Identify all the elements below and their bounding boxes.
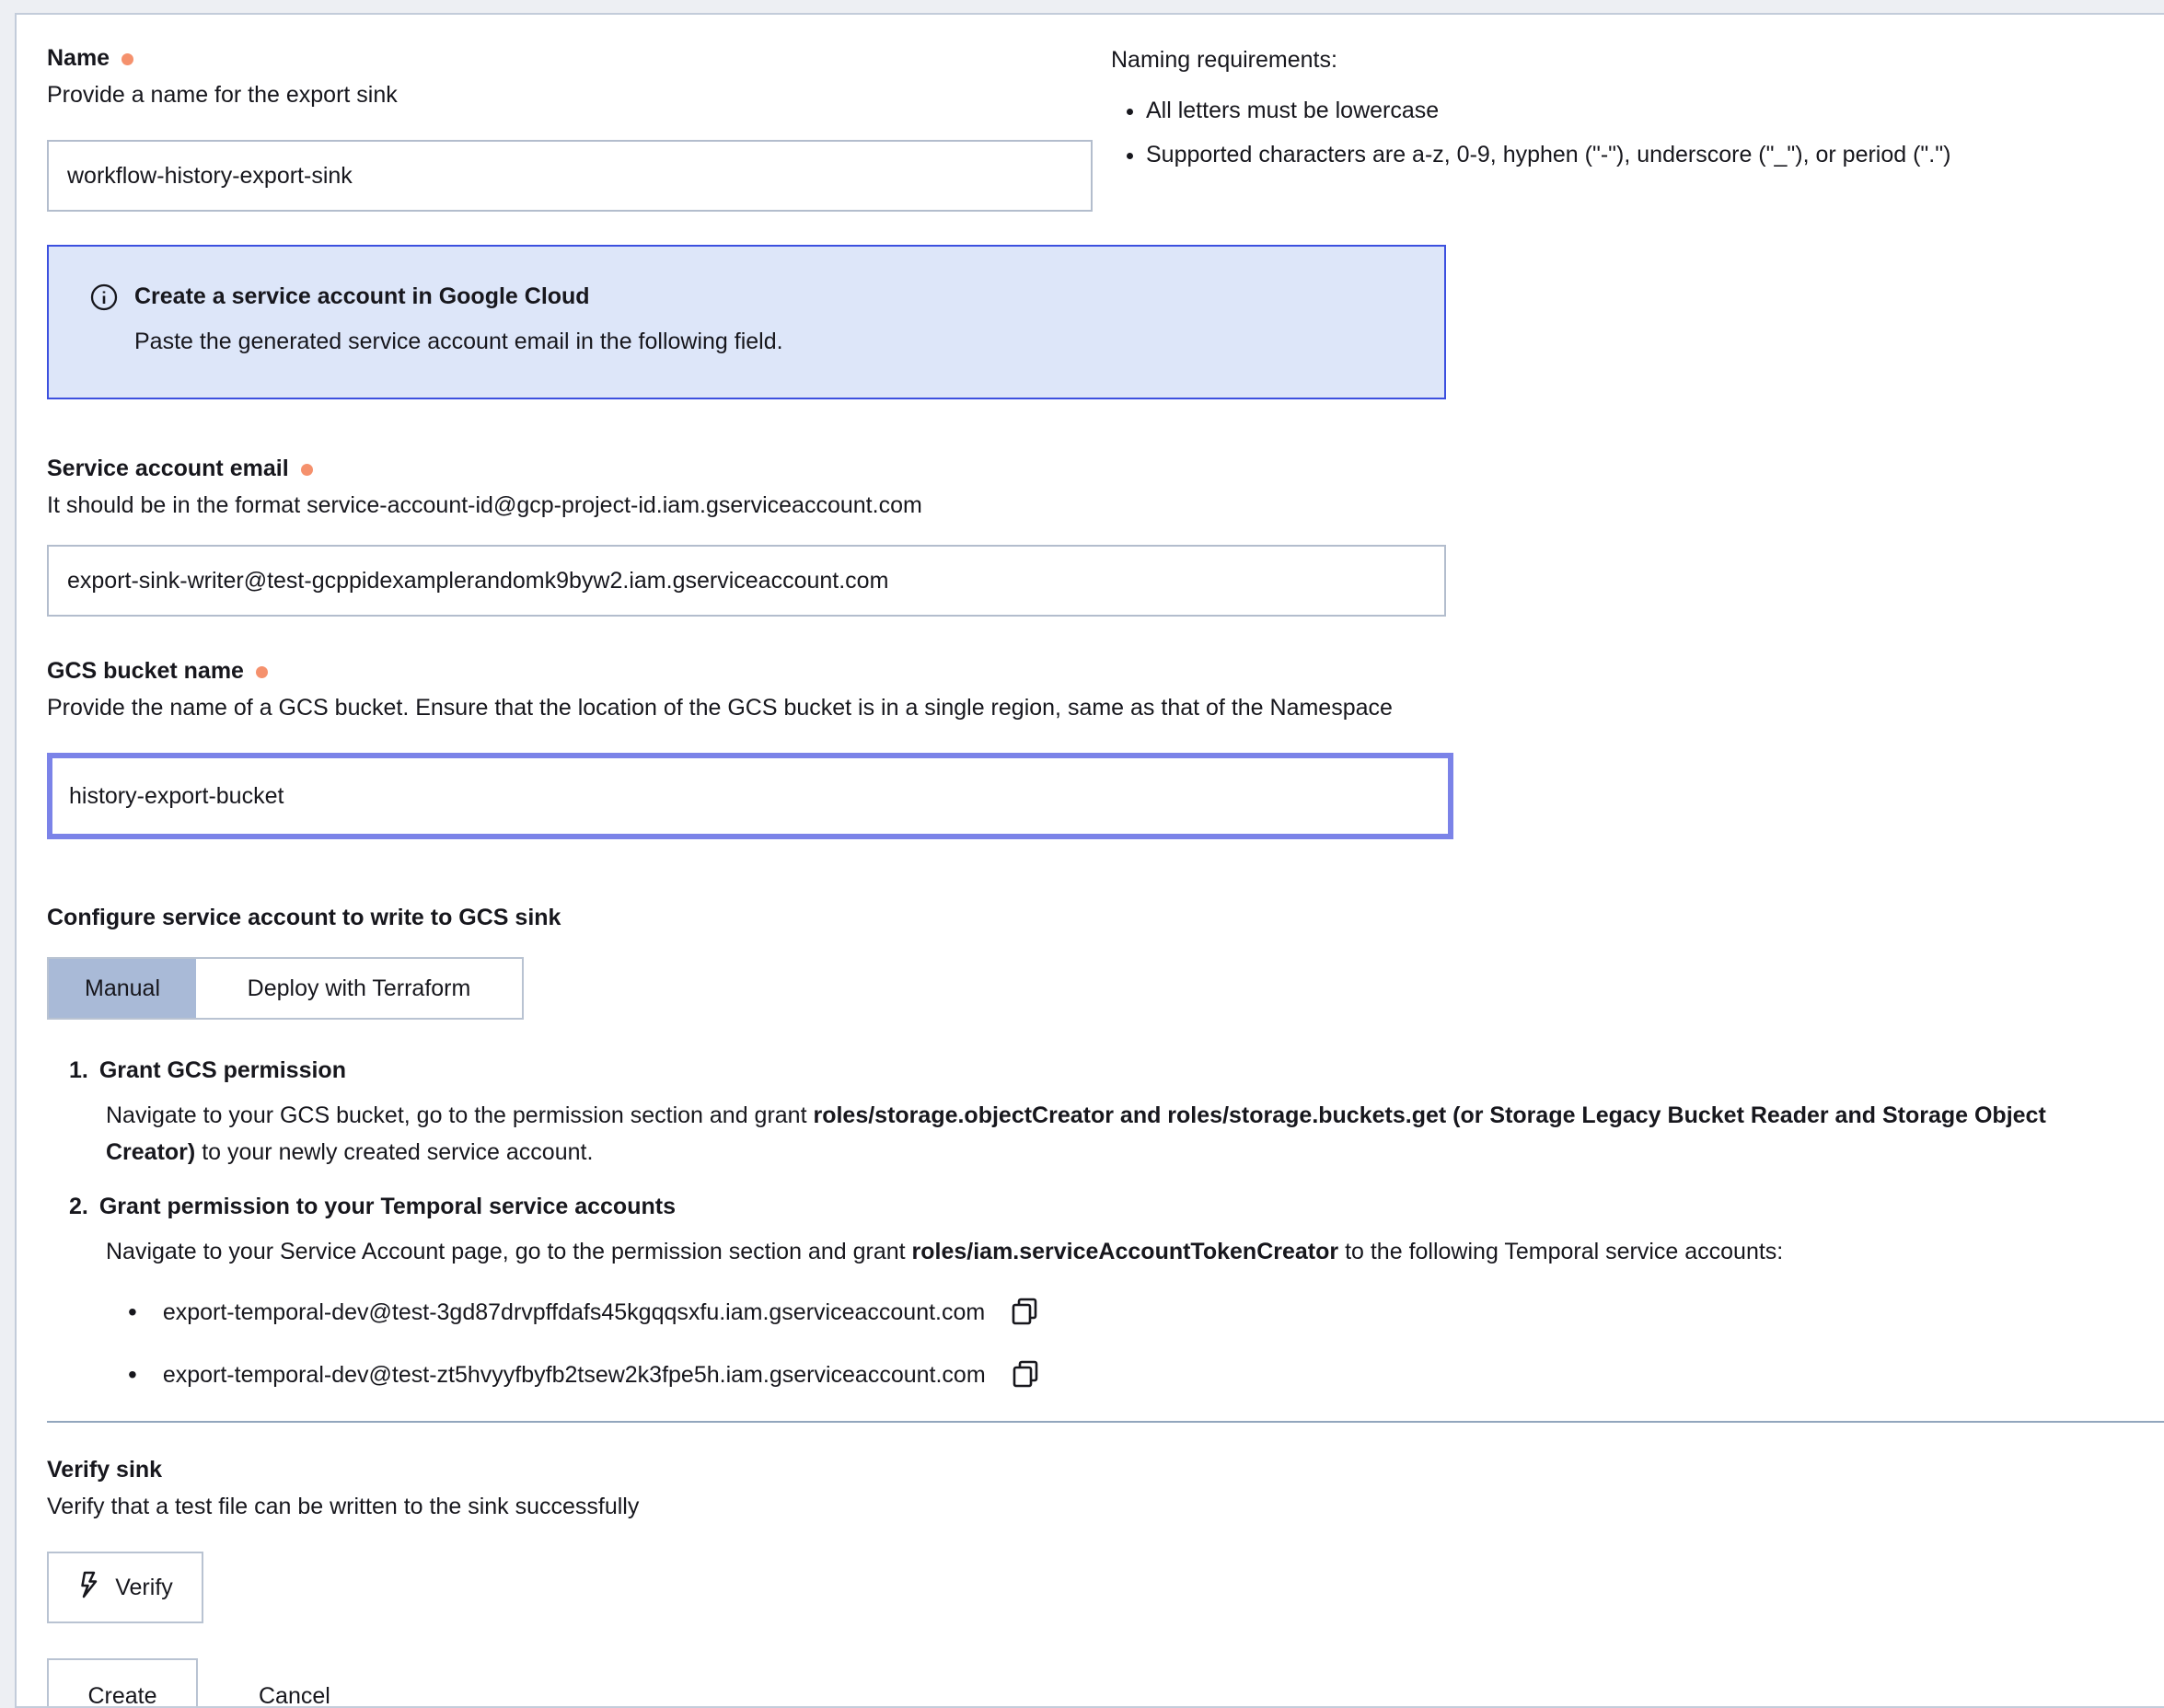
export-sink-form-panel <box>15 13 2164 1708</box>
info-circle-icon <box>89 283 119 318</box>
name-field-description: Provide a name for the export sink <box>47 81 1093 109</box>
verify-sink-title: Verify sink <box>47 1456 2112 1483</box>
step-number: 1. <box>69 1056 88 1084</box>
info-banner <box>47 245 1446 399</box>
copy-icon <box>1009 1296 1040 1330</box>
naming-requirement-item: • All letters must be lowercase <box>1146 88 2112 133</box>
step-title: Grant permission to your Temporal service accounts <box>99 1193 676 1220</box>
naming-requirements-title: Naming requirements: <box>1111 46 2112 74</box>
cancel-button[interactable]: Cancel <box>259 1683 330 1708</box>
create-button[interactable]: Create <box>47 1658 198 1708</box>
temporal-service-account-email: export-temporal-dev@test-zt5hvyyfbyfb2tsew2k3fpe5h.iam.gserviceaccount.com <box>163 1362 986 1389</box>
verify-sink-description: Verify that a test file can be written to the sink successfully <box>47 1493 2112 1520</box>
verify-button-label: Verify <box>115 1575 173 1601</box>
service-account-email-input[interactable] <box>47 545 1446 617</box>
list-item <box>128 1296 2112 1329</box>
temporal-service-account-email: export-temporal-dev@test-3gd87drvpffdafs45kgqqsxfu.iam.gserviceaccount.com <box>163 1299 985 1326</box>
step-number: 2. <box>69 1193 88 1220</box>
service-account-email-section <box>47 455 2112 617</box>
copy-button[interactable] <box>1009 1296 1040 1330</box>
info-banner-description: Paste the generated service account email in the following field. <box>134 328 1407 355</box>
verify-button[interactable] <box>47 1552 203 1623</box>
gcs-bucket-description: Provide the name of a GCS bucket. Ensure that the location of the GCS bucket is in a single region, same as that of the Namespace <box>47 694 2112 721</box>
step-grant-gcs-permission <box>69 1056 2112 1171</box>
step-grant-temporal-permission <box>69 1193 2112 1391</box>
naming-requirements <box>1111 44 2112 212</box>
name-field-label: Name <box>47 44 110 72</box>
service-account-email-description: It should be in the format service-account-id@gcp-project-id.iam.gserviceaccount.com <box>47 491 2112 519</box>
temporal-service-account-list <box>128 1296 2112 1391</box>
step-body: Navigate to your Service Account page, go to the permission section and grant roles/iam.serviceAccountTokenCreator to the following Temporal service accounts: <box>106 1233 2112 1270</box>
tab-manual[interactable]: Manual <box>49 959 196 1018</box>
copy-icon <box>1010 1358 1041 1392</box>
footer-actions <box>47 1658 2112 1708</box>
gcs-bucket-input[interactable] <box>47 753 1453 839</box>
gcs-bucket-section <box>47 657 2112 839</box>
required-dot-icon <box>301 464 313 476</box>
bullet-icon: • <box>128 1360 137 1390</box>
gcs-bucket-label: GCS bucket name <box>47 657 244 685</box>
naming-requirement-item: • Supported characters are a-z, 0-9, hyphen ("-"), underscore ("_"), or period (".") <box>1146 133 2112 177</box>
bullet-icon: • <box>128 1298 137 1327</box>
copy-button[interactable] <box>1010 1358 1041 1392</box>
list-item <box>128 1358 2112 1391</box>
tab-deploy-with-terraform[interactable]: Deploy with Terraform <box>196 959 522 1018</box>
name-input[interactable] <box>47 140 1093 212</box>
step-body: Navigate to your GCS bucket, go to the permission section and grant roles/storage.objectCreator and roles/storage.buckets.get (or Storage Legacy Bucket Reader and Storage Object Creator) to your newly created service account. <box>106 1097 2112 1171</box>
required-dot-icon <box>256 666 268 678</box>
configure-tab-group <box>47 957 524 1020</box>
manual-steps <box>47 1056 2112 1391</box>
required-dot-icon <box>122 53 133 65</box>
name-section <box>47 44 2112 212</box>
section-divider <box>47 1421 2164 1423</box>
lightning-bolt-icon <box>77 1570 101 1606</box>
step-title: Grant GCS permission <box>99 1056 346 1084</box>
service-account-email-label: Service account email <box>47 455 289 482</box>
info-banner-title: Create a service account in Google Cloud <box>134 282 590 311</box>
configure-section-title: Configure service account to write to GCS sink <box>47 904 2112 931</box>
